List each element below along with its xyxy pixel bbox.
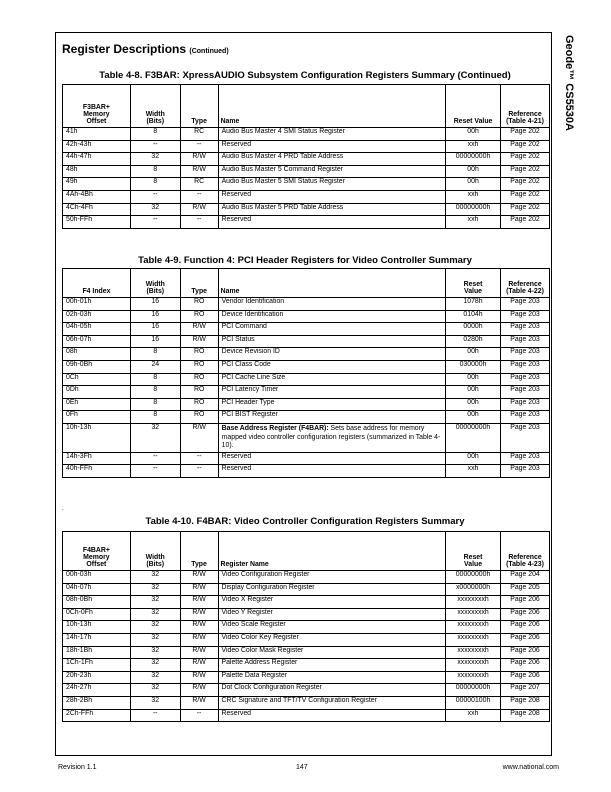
table-cell: Page 202 bbox=[501, 140, 550, 153]
table-cell: 09h-0Bh bbox=[63, 360, 131, 373]
table-cell: Page 203 bbox=[500, 298, 549, 311]
table-cell: 0Ch bbox=[63, 373, 131, 386]
table-cell: Vendor Identification bbox=[218, 298, 445, 311]
table-row bbox=[63, 323, 550, 336]
table-cell: R/W bbox=[180, 583, 218, 596]
table-cell: 32 bbox=[130, 423, 180, 452]
table-cell: Page 203 bbox=[500, 348, 549, 361]
table-cell: xxh bbox=[446, 465, 501, 478]
header-row bbox=[63, 85, 550, 128]
table-cell: Page 206 bbox=[501, 671, 550, 684]
table-cell: 00000000h bbox=[446, 423, 501, 452]
table-row bbox=[63, 608, 550, 621]
table-cell: 32 bbox=[130, 583, 180, 596]
table-cell: Video Configuration Register bbox=[218, 571, 446, 584]
table-row bbox=[63, 423, 550, 452]
table-cell: R/W bbox=[180, 633, 218, 646]
table-cell: 32 bbox=[130, 696, 180, 709]
table-row bbox=[63, 465, 550, 478]
table-cell: xxh bbox=[446, 709, 501, 722]
table-cell: Reserved bbox=[218, 465, 445, 478]
table-row bbox=[63, 190, 550, 203]
table-cell: -- bbox=[130, 465, 180, 478]
table-cell: RC bbox=[180, 178, 218, 191]
table-cell: 32 bbox=[130, 659, 180, 672]
table-cell: 00000000h bbox=[446, 203, 501, 216]
table-cell: Palette Data Register bbox=[218, 671, 446, 684]
table-cell: Page 203 bbox=[500, 465, 549, 478]
table-cell: Reserved bbox=[218, 452, 445, 465]
table-cell: 16 bbox=[130, 323, 180, 336]
table-row bbox=[63, 633, 550, 646]
table-cell: -- bbox=[180, 709, 218, 722]
table-cell: Page 207 bbox=[501, 684, 550, 697]
table-cell: 8 bbox=[130, 348, 180, 361]
table-cell: xxxxxxxxh bbox=[446, 596, 501, 609]
table-row bbox=[63, 153, 550, 166]
table-cell: PCI Cache Line Size bbox=[218, 373, 445, 386]
table-cell: Device Revision ID bbox=[218, 348, 445, 361]
table-cell: R/W bbox=[180, 646, 218, 659]
table-cell: 00h bbox=[446, 178, 501, 191]
table-cell: Page 202 bbox=[501, 203, 550, 216]
table-cell: R/W bbox=[180, 335, 218, 348]
table-cell: 0280h bbox=[446, 335, 501, 348]
table-cell: Page 202 bbox=[501, 128, 550, 141]
section-note: (Continued) bbox=[189, 48, 229, 55]
column-header: F4BAR+ Memory Offset bbox=[63, 532, 131, 571]
column-header: Type bbox=[180, 85, 218, 128]
table-cell: Page 203 bbox=[500, 398, 549, 411]
table-cell: Page 206 bbox=[501, 621, 550, 634]
table-cell: R/W bbox=[180, 696, 218, 709]
column-header: Reference (Table 4-23) bbox=[501, 532, 550, 571]
table-cell: RO bbox=[180, 298, 218, 311]
table-row bbox=[63, 646, 550, 659]
table-cell: -- bbox=[180, 140, 218, 153]
table-cell: R/W bbox=[180, 596, 218, 609]
table-cell: 20h-23h bbox=[63, 671, 131, 684]
bar-row-text: Sets base address for memory mapped video controller configuration registers (summarized in Table 4-10). bbox=[221, 424, 441, 450]
table-cell: 00h bbox=[446, 348, 501, 361]
dot-mark: . bbox=[62, 506, 64, 512]
table-cell: R/W bbox=[180, 203, 218, 216]
table-row bbox=[63, 671, 550, 684]
table-cell: 00h bbox=[446, 386, 501, 399]
table-cell: 00h bbox=[446, 411, 501, 424]
table-cell: PCI Command bbox=[218, 323, 445, 336]
table-row bbox=[63, 398, 550, 411]
table-cell: xxh bbox=[446, 140, 501, 153]
column-header: Reset Value bbox=[446, 532, 501, 571]
table-row bbox=[63, 203, 550, 216]
table-row bbox=[63, 684, 550, 697]
table-cell: 44h-47h bbox=[63, 153, 131, 166]
table-cell: 32 bbox=[130, 571, 180, 584]
table-cell: 0104h bbox=[446, 310, 501, 323]
table-cell: Page 203 bbox=[500, 310, 549, 323]
column-header: Reset Value bbox=[446, 269, 501, 298]
table-cell: 24 bbox=[130, 360, 180, 373]
footer-revision: Revision 1.1 bbox=[58, 764, 97, 771]
column-header: Width (Bits) bbox=[130, 532, 180, 571]
table-cell: 00000000h bbox=[446, 684, 501, 697]
table-row bbox=[63, 621, 550, 634]
table-cell: Reserved bbox=[218, 709, 446, 722]
table-row bbox=[63, 411, 550, 424]
table-cell: CRC Signature and TFT/TV Configuration Register bbox=[218, 696, 446, 709]
table-cell: 49h bbox=[63, 178, 131, 191]
table-cell: Video Y Register bbox=[218, 608, 446, 621]
table-cell: Page 205 bbox=[501, 583, 550, 596]
table-cell: 00h bbox=[446, 373, 501, 386]
table-cell: Page 203 bbox=[500, 452, 549, 465]
table-cell: 08h-0Bh bbox=[63, 596, 131, 609]
table-cell: -- bbox=[180, 216, 218, 229]
table-row bbox=[63, 583, 550, 596]
table-cell: RO bbox=[180, 411, 218, 424]
table-cell: RO bbox=[180, 310, 218, 323]
table-cell: Audio Bus Master 5 Command Register bbox=[218, 165, 445, 178]
table-row bbox=[63, 596, 550, 609]
table-cell: RO bbox=[180, 386, 218, 399]
table-cell: 24h-27h bbox=[63, 684, 131, 697]
table-cell: Video Color Key Register bbox=[218, 633, 446, 646]
table-cell: Page 202 bbox=[501, 216, 550, 229]
table-row bbox=[63, 709, 550, 722]
table-row bbox=[63, 696, 550, 709]
header-row bbox=[63, 532, 550, 571]
table-cell: 8 bbox=[130, 373, 180, 386]
table-cell: 16 bbox=[130, 298, 180, 311]
table-cell: -- bbox=[180, 452, 218, 465]
table-row bbox=[63, 310, 550, 323]
table-cell: Page 206 bbox=[501, 596, 550, 609]
table-cell: 32 bbox=[130, 153, 180, 166]
table-cell: 32 bbox=[130, 203, 180, 216]
side-title: Geode™ CS5530A bbox=[563, 35, 575, 131]
table-cell: 14h-3Fh bbox=[63, 452, 131, 465]
footer-url: www.national.com bbox=[502, 764, 559, 771]
column-header: Type bbox=[180, 532, 218, 571]
table-cell: RO bbox=[180, 348, 218, 361]
table-cell: Page 202 bbox=[501, 178, 550, 191]
table-cell: RC bbox=[180, 128, 218, 141]
table-cell: 32 bbox=[130, 621, 180, 634]
table-cell: 00h bbox=[446, 165, 501, 178]
table-cell: Reserved bbox=[218, 140, 445, 153]
table-cell: PCI BIST Register bbox=[218, 411, 445, 424]
column-header: F4 Index bbox=[63, 269, 131, 298]
table-cell: Page 202 bbox=[501, 153, 550, 166]
table-cell: R/W bbox=[180, 153, 218, 166]
table-cell: -- bbox=[130, 140, 180, 153]
table-cell: PCI Latency Timer bbox=[218, 386, 445, 399]
footer-page-number: 147 bbox=[296, 764, 308, 771]
table-row bbox=[63, 373, 550, 386]
table-cell: 04h-07h bbox=[63, 583, 131, 596]
table-cell: 00000000h bbox=[446, 153, 501, 166]
table-cell: Page 203 bbox=[500, 423, 549, 452]
table-cell: xxxxxxxxh bbox=[446, 659, 501, 672]
table-cell: Page 208 bbox=[501, 696, 550, 709]
table-cell: R/W bbox=[180, 423, 218, 452]
table-cell: xxxxxxxxh bbox=[446, 646, 501, 659]
table-cell: xxxxxxxxh bbox=[446, 621, 501, 634]
table-cell: Page 206 bbox=[501, 646, 550, 659]
table-cell: 1Ch-1Fh bbox=[63, 659, 131, 672]
table-cell: 32 bbox=[130, 646, 180, 659]
table-cell: Page 203 bbox=[500, 360, 549, 373]
table-cell: Page 206 bbox=[501, 659, 550, 672]
table-4-8-caption: Table 4-8. F3BAR: XpressAUDIO Subsystem Configuration Registers Summary (Continued) bbox=[99, 70, 511, 81]
table-cell: R/W bbox=[180, 323, 218, 336]
column-header: Reference (Table 4-22) bbox=[500, 269, 549, 298]
table-cell: 48h bbox=[63, 165, 131, 178]
table-cell: xxxxxxxxh bbox=[446, 608, 501, 621]
table-cell: 00000000h bbox=[446, 571, 501, 584]
table-cell: -- bbox=[130, 452, 180, 465]
table-cell: 32 bbox=[130, 596, 180, 609]
section-title bbox=[62, 42, 229, 56]
table-cell: 42h-43h bbox=[63, 140, 131, 153]
table-row bbox=[63, 659, 550, 672]
table-cell: Page 202 bbox=[501, 190, 550, 203]
table-row bbox=[63, 452, 550, 465]
column-header: Width (Bits) bbox=[130, 269, 180, 298]
table-cell: Page 203 bbox=[500, 335, 549, 348]
table-cell: Page 208 bbox=[501, 709, 550, 722]
table-cell: R/W bbox=[180, 684, 218, 697]
table-cell: Page 203 bbox=[500, 373, 549, 386]
table-cell: -- bbox=[130, 190, 180, 203]
table-cell: xxh bbox=[446, 216, 501, 229]
table-cell: 00h bbox=[446, 452, 501, 465]
column-header: Reset Value bbox=[446, 85, 501, 128]
table-cell: x0000000h bbox=[446, 583, 501, 596]
table-cell: 8 bbox=[130, 411, 180, 424]
section-title-text: Register Descriptions bbox=[62, 42, 187, 56]
table-row bbox=[63, 165, 550, 178]
table-cell: Display Configuration Register bbox=[218, 583, 446, 596]
table-cell: Reserved bbox=[218, 190, 445, 203]
table-cell: xxxxxxxxh bbox=[446, 633, 501, 646]
table-cell: 0Eh bbox=[63, 398, 131, 411]
table-cell: 00h bbox=[446, 128, 501, 141]
table-cell bbox=[218, 423, 445, 452]
table-cell: 2Ch-FFh bbox=[63, 709, 131, 722]
table-4-10 bbox=[62, 531, 550, 722]
table-4-8 bbox=[62, 84, 550, 229]
table-4-9-caption: Table 4-9. Function 4: PCI Header Registers for Video Controller Summary bbox=[138, 255, 472, 266]
table-cell: Page 202 bbox=[501, 165, 550, 178]
table-cell: 0000h bbox=[446, 323, 501, 336]
table-cell: R/W bbox=[180, 571, 218, 584]
column-header: F3BAR+ Memory Offset bbox=[63, 85, 131, 128]
table-cell: 8 bbox=[130, 386, 180, 399]
table-4-10-caption: Table 4-10. F4BAR: Video Controller Configuration Registers Summary bbox=[145, 516, 465, 527]
table-cell: 08h bbox=[63, 348, 131, 361]
table-cell: Page 203 bbox=[500, 323, 549, 336]
table-cell: Audio Bus Master 5 PRD Table Address bbox=[218, 203, 445, 216]
table-cell: 1078h bbox=[446, 298, 501, 311]
table-cell: Palette Address Register bbox=[218, 659, 446, 672]
table-cell: xxh bbox=[446, 190, 501, 203]
table-cell: R/W bbox=[180, 659, 218, 672]
column-header: Width (Bits) bbox=[130, 85, 180, 128]
table-row bbox=[63, 140, 550, 153]
table-cell: Device Identification bbox=[218, 310, 445, 323]
table-cell: 00h-03h bbox=[63, 571, 131, 584]
table-cell: Dot Clock Configuration Register bbox=[218, 684, 446, 697]
table-cell: 00h bbox=[446, 398, 501, 411]
table-cell: R/W bbox=[180, 608, 218, 621]
table-cell: 4Ah-4Bh bbox=[63, 190, 131, 203]
table-cell: 8 bbox=[130, 128, 180, 141]
table-cell: 0Dh bbox=[63, 386, 131, 399]
table-cell: 8 bbox=[130, 398, 180, 411]
table-cell: -- bbox=[130, 709, 180, 722]
table-cell: 8 bbox=[130, 178, 180, 191]
table-cell: PCI Class Code bbox=[218, 360, 445, 373]
table-cell: RO bbox=[180, 360, 218, 373]
bar-row-bold: Base Address Register (F4BAR): bbox=[221, 424, 329, 432]
table-cell: 18h-1Bh bbox=[63, 646, 131, 659]
table-cell: 0Ch-0Fh bbox=[63, 608, 131, 621]
table-cell: 0Fh bbox=[63, 411, 131, 424]
table-cell: R/W bbox=[180, 671, 218, 684]
column-header: Name bbox=[218, 85, 445, 128]
table-row bbox=[63, 128, 550, 141]
table-cell: 41h bbox=[63, 128, 131, 141]
table-cell: Video Color Mask Register bbox=[218, 646, 446, 659]
table-cell: 06h-07h bbox=[63, 335, 131, 348]
table-row bbox=[63, 348, 550, 361]
table-cell: Audio Bus Master 5 SMI Status Register bbox=[218, 178, 445, 191]
side-title-bar bbox=[560, 35, 575, 206]
table-cell: Page 204 bbox=[501, 571, 550, 584]
table-cell: 16 bbox=[130, 310, 180, 323]
table-row bbox=[63, 216, 550, 229]
table-cell: 32 bbox=[130, 608, 180, 621]
table-cell: Page 203 bbox=[500, 411, 549, 424]
table-cell: 02h-03h bbox=[63, 310, 131, 323]
table-cell: 28h-2Bh bbox=[63, 696, 131, 709]
header-row bbox=[63, 269, 550, 298]
table-cell: Page 206 bbox=[501, 633, 550, 646]
table-cell: Video Scale Register bbox=[218, 621, 446, 634]
column-header: Register Name bbox=[218, 532, 446, 571]
table-4-9 bbox=[62, 268, 550, 478]
table-cell: 32 bbox=[130, 633, 180, 646]
table-cell: RO bbox=[180, 398, 218, 411]
table-cell: 32 bbox=[130, 671, 180, 684]
table-cell: 00000100h bbox=[446, 696, 501, 709]
table-cell: Page 203 bbox=[500, 386, 549, 399]
table-cell: Page 206 bbox=[501, 608, 550, 621]
table-cell: R/W bbox=[180, 165, 218, 178]
table-cell: 10h-13h bbox=[63, 423, 131, 452]
table-cell: 030000h bbox=[446, 360, 501, 373]
table-cell: -- bbox=[130, 216, 180, 229]
table-row bbox=[63, 386, 550, 399]
table-cell: PCI Header Type bbox=[218, 398, 445, 411]
table-cell: Reserved bbox=[218, 216, 445, 229]
table-cell: 14h-17h bbox=[63, 633, 131, 646]
table-cell: 50h-FFh bbox=[63, 216, 131, 229]
column-header: Reference (Table 4-21) bbox=[501, 85, 550, 128]
table-cell: RO bbox=[180, 373, 218, 386]
table-row bbox=[63, 335, 550, 348]
table-cell: 04h-05h bbox=[63, 323, 131, 336]
table-cell: 4Ch-4Fh bbox=[63, 203, 131, 216]
table-cell: R/W bbox=[180, 621, 218, 634]
table-row bbox=[63, 178, 550, 191]
table-cell: 16 bbox=[130, 335, 180, 348]
column-header: Type bbox=[180, 269, 218, 298]
table-cell: 10h-13h bbox=[63, 621, 131, 634]
column-header: Name bbox=[218, 269, 445, 298]
table-cell: 32 bbox=[130, 684, 180, 697]
table-cell: 40h-FFh bbox=[63, 465, 131, 478]
table-cell: 00h-01h bbox=[63, 298, 131, 311]
table-cell: xxxxxxxxh bbox=[446, 671, 501, 684]
table-cell: Audio Bus Master 4 SMI Status Register bbox=[218, 128, 445, 141]
table-cell: Audio Bus Master 4 PRD Table Address bbox=[218, 153, 445, 166]
table-cell: -- bbox=[180, 465, 218, 478]
table-row bbox=[63, 571, 550, 584]
table-row bbox=[63, 298, 550, 311]
table-cell: Video X Register bbox=[218, 596, 446, 609]
table-cell: PCI Status bbox=[218, 335, 445, 348]
table-row bbox=[63, 360, 550, 373]
table-cell: 8 bbox=[130, 165, 180, 178]
table-cell: -- bbox=[180, 190, 218, 203]
